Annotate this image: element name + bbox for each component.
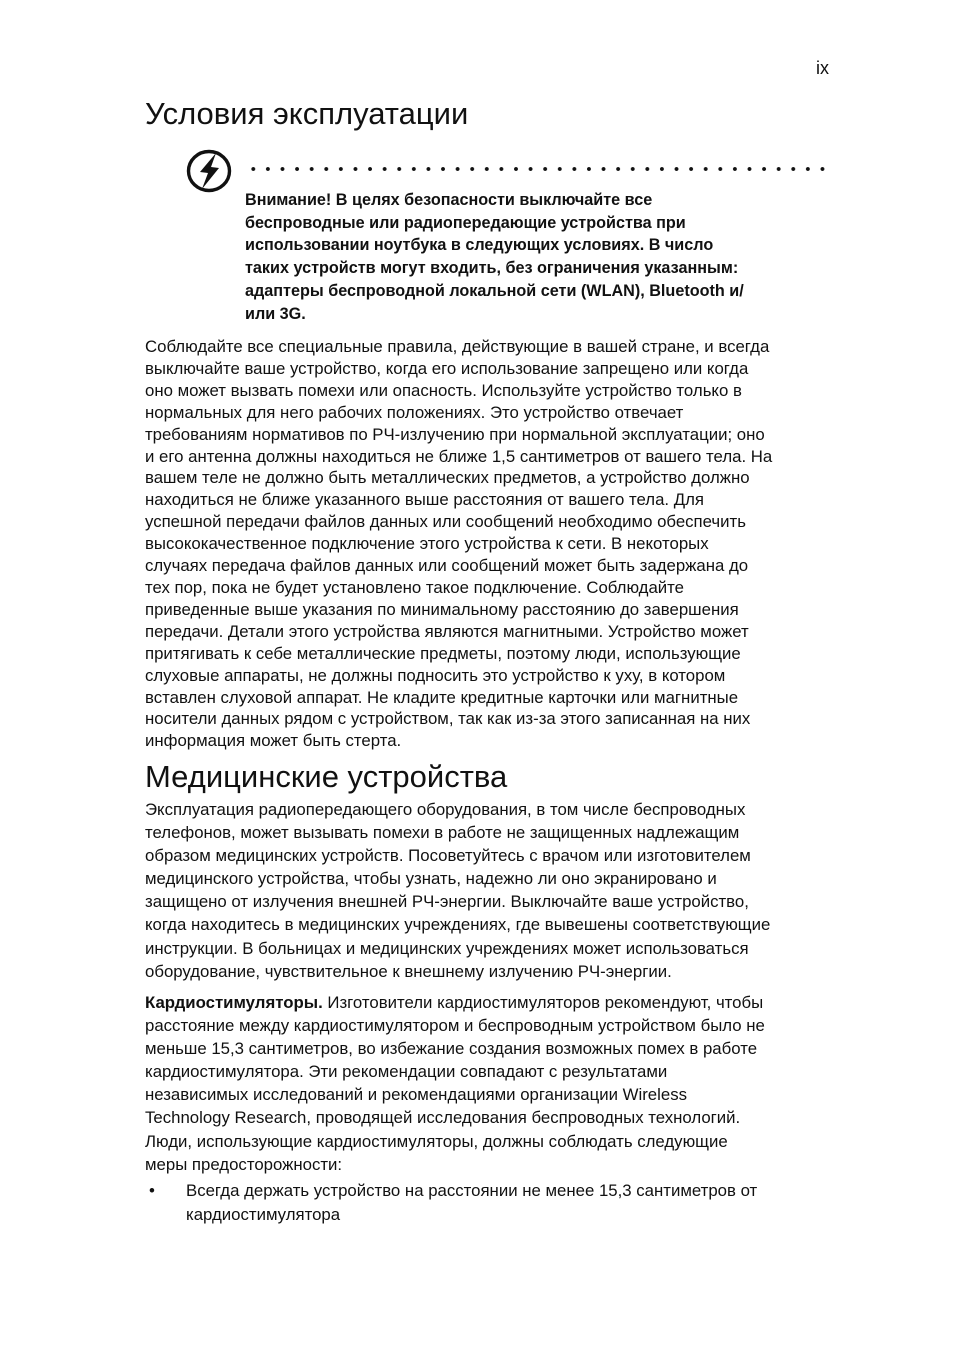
list-item bbox=[145, 1179, 835, 1227]
bullet-icon: • bbox=[149, 1181, 155, 1200]
medical-paragraph: Эксплуатация радиопередающего оборудования, в том числе беспроводных телефонов, может вызывать помехи в работе не защищенных надлежащим образом медицинских устройств. Посоветуйтесь с врачом или изготовителем медицинского устройства, чтобы узнать, надежно ли оно экранировано и защищено от излучения внешней РЧ-энергии. Выключайте ваше устройство, когда находитесь в медицинских учреждениях, где вывешены соответствующие инструкции. В больницах и медицинских учреждениях может использоваться оборудование, чувствительное к внешнему излучению РЧ-энергии. bbox=[145, 800, 771, 981]
section-title-usage: Условия эксплуатации bbox=[145, 96, 469, 131]
pacemaker-label: Кардиостимуляторы. bbox=[145, 993, 323, 1012]
lightning-bolt-warning-icon bbox=[186, 148, 234, 194]
section-title-medical: Медицинские устройства bbox=[145, 759, 508, 794]
warning-dotted-rule bbox=[246, 166, 830, 172]
warning-text: Внимание! В целях безопасности выключайте все беспроводные или радиопередающие устройства при использовании ноутбука в следующих условиях. В число таких устройств могут входить, без ограничения указанным: адаптеры беспроводной локальной сети (WLAN), Bluetooth и/ или 3G. bbox=[245, 191, 744, 323]
usage-paragraph: Соблюдайте все специальные правила, действующие в вашей стране, и всегда выключайте ваше устройство, когда его использование запрещено или когда оно может вызвать помехи или опасность. Используйте устройство только в нормальных для него рабочих положениях. Это устройство отвечает требованиям нормативов по РЧ-излучению при нормальной эксплуатации; оно и его антенна должны находиться не ближе 1,5 сантиметров от вашего тела. На вашем теле не должно быть металлических предметов, а устройство должно находиться не ближе указанного выше расстояния от вашего тела. Для успешной передачи файлов данных или сообщений необходимо обеспечить высококачественное подключение этого устройства к сети. В некоторых случаях передача файлов данных или сообщений может быть задержана до тех пор, пока не будет установлено такое подключение. Соблюдайте приведенные выше указания по минимальному расстоянию до завершения передачи. Детали этого устройства являются магнитными. Устройство может притягивать к себе металлические предметы, поэтому люди, использующие слуховые аппараты, не должны подносить это устройство к уху, в котором вставлен слуховой аппарат. Не кладите кредитные карточки или магнитные носители данных рядом с устройством, так как из-за этого записанная на них информация может быть стерта. bbox=[145, 337, 773, 751]
pacemaker-paragraph: Кардиостимуляторы. Изготовители кардиостимуляторов рекомендуют, чтобы расстояние между кардиостимулятором и беспроводным устройством было не меньше 15,3 сантиметров, во избежание создания возможных помех в работе кардиостимулятора. Эти рекомендации совпадают с результатами независимых исследований и рекомендациями организации Wireless Technology Research, проводящей исследования беспроводных технологий. Люди, использующие кардиостимуляторы, должны соблюдать следующие меры предосторожности: bbox=[145, 993, 765, 1174]
list-item-text: Всегда держать устройство на расстоянии не менее 15,3 сантиметров от кардиостимулятора bbox=[186, 1181, 758, 1224]
page-number: ix bbox=[816, 58, 829, 78]
